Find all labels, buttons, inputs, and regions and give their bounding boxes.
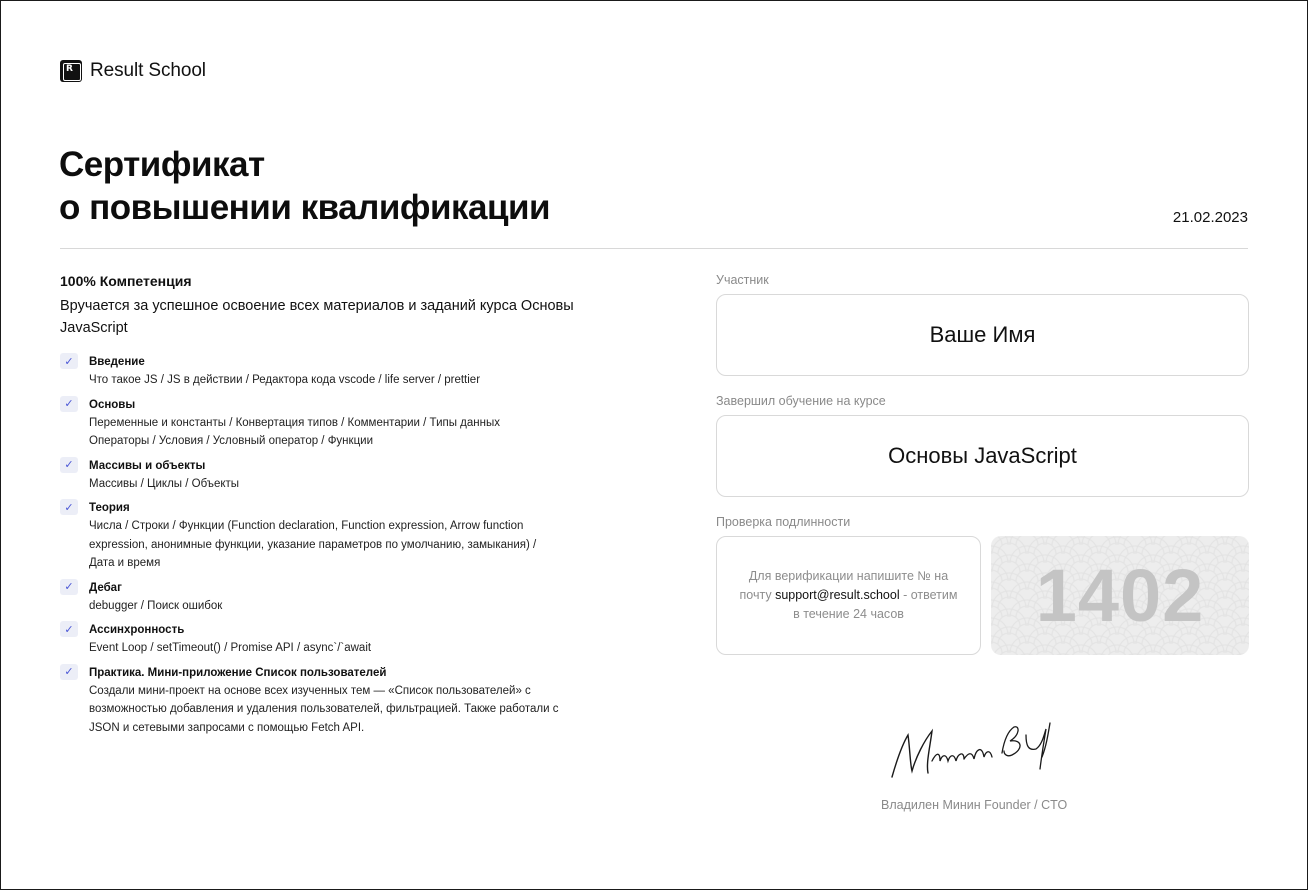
- result-school-logo-icon: [60, 60, 82, 82]
- topic-item: [60, 664, 640, 738]
- title-line-1: Сертификат: [59, 145, 265, 184]
- topic-title: Массивы и объекты: [89, 459, 206, 472]
- certificate-title: [59, 143, 550, 229]
- topic-description: Массивы / Циклы / Объекты: [89, 477, 240, 490]
- divider: [60, 248, 1248, 249]
- brand: [60, 60, 206, 82]
- course-name-box: Основы JavaScript: [716, 415, 1249, 497]
- topic-item: [60, 457, 640, 494]
- issue-date: 21.02.2023: [1172, 209, 1248, 226]
- topic-item: [60, 621, 640, 658]
- certificate-number: 1402: [1035, 554, 1205, 637]
- handwritten-signature: [886, 713, 1081, 783]
- topic-title: Дебаг: [89, 581, 122, 594]
- brand-name: Result School: [90, 60, 206, 81]
- topic-item: [60, 579, 640, 616]
- verification-instructions: [716, 536, 981, 655]
- topic-item: [60, 499, 640, 573]
- support-email-link[interactable]: support@result.school: [775, 588, 900, 602]
- topic-description: Что такое JS / JS в действии / Редактора кода vscode / life server / prettier: [89, 374, 481, 386]
- verification-label: Проверка подлинности: [716, 515, 851, 529]
- certificate-number-badge: [991, 536, 1249, 655]
- topic-title: Ассинхронность: [89, 624, 185, 636]
- topic-title: Введение: [89, 356, 145, 368]
- check-icon: ✓: [60, 621, 78, 637]
- verification-row: [716, 536, 1249, 655]
- verification-text-after: - ответим в течение 24 часов: [793, 588, 958, 621]
- check-icon: ✓: [60, 353, 78, 369]
- check-icon: ✓: [60, 499, 78, 515]
- check-icon: ✓: [60, 396, 78, 412]
- course-label: Завершил обучение на курсе: [716, 394, 886, 408]
- competence-title: 100% Компетенция: [60, 273, 192, 289]
- participant-label: Участник: [716, 273, 769, 287]
- participant-name-box: Ваше Имя: [716, 294, 1249, 376]
- title-line-2: о повышении квалификации: [59, 188, 551, 227]
- topic-description: Переменные и константы / Конвертация типов / Комментарии / Типы данных Операторы / Условия / Условный оператор / Функции: [89, 416, 501, 447]
- topic-item: [60, 353, 640, 390]
- check-icon: ✓: [60, 457, 78, 473]
- topic-item: [60, 396, 640, 451]
- topic-title: Практика. Мини-приложение Список пользователей: [89, 666, 387, 679]
- check-icon: ✓: [60, 579, 78, 595]
- check-icon: ✓: [60, 664, 78, 680]
- topic-description: Создали мини-проект на основе всех изученных тем — «Список пользователей» с возможностью добавления и удаления пользователей, фильтрацией. Также работали с JSON и сетевыми запросами с помощью Fetch API.: [89, 684, 559, 734]
- topic-description: Числа / Строки / Функции (Function declaration, Function expression, Arrow function expression, анонимные функции, указание параметров по умолчанию, замыкания) / Дата и время: [89, 520, 537, 569]
- topic-description: Event Loop / setTimeout() / Promise API / async`/`await: [89, 642, 372, 654]
- verification-text-before: Для верификации напишите № на почту: [739, 569, 949, 602]
- topic-title: Теория: [89, 502, 130, 514]
- details-section: [716, 273, 1249, 655]
- competence-description: Вручается за успешное освоение всех материалов и заданий курса Основы JavaScript: [60, 298, 574, 336]
- logo-letter: R: [66, 64, 73, 74]
- topic-title: Основы: [89, 398, 136, 411]
- topic-list: [60, 353, 640, 737]
- competence-section: [60, 273, 640, 743]
- signer-name: Владилен Минин Founder / CTO: [881, 798, 1068, 812]
- topic-description: debugger / Поиск ошибок: [89, 599, 223, 612]
